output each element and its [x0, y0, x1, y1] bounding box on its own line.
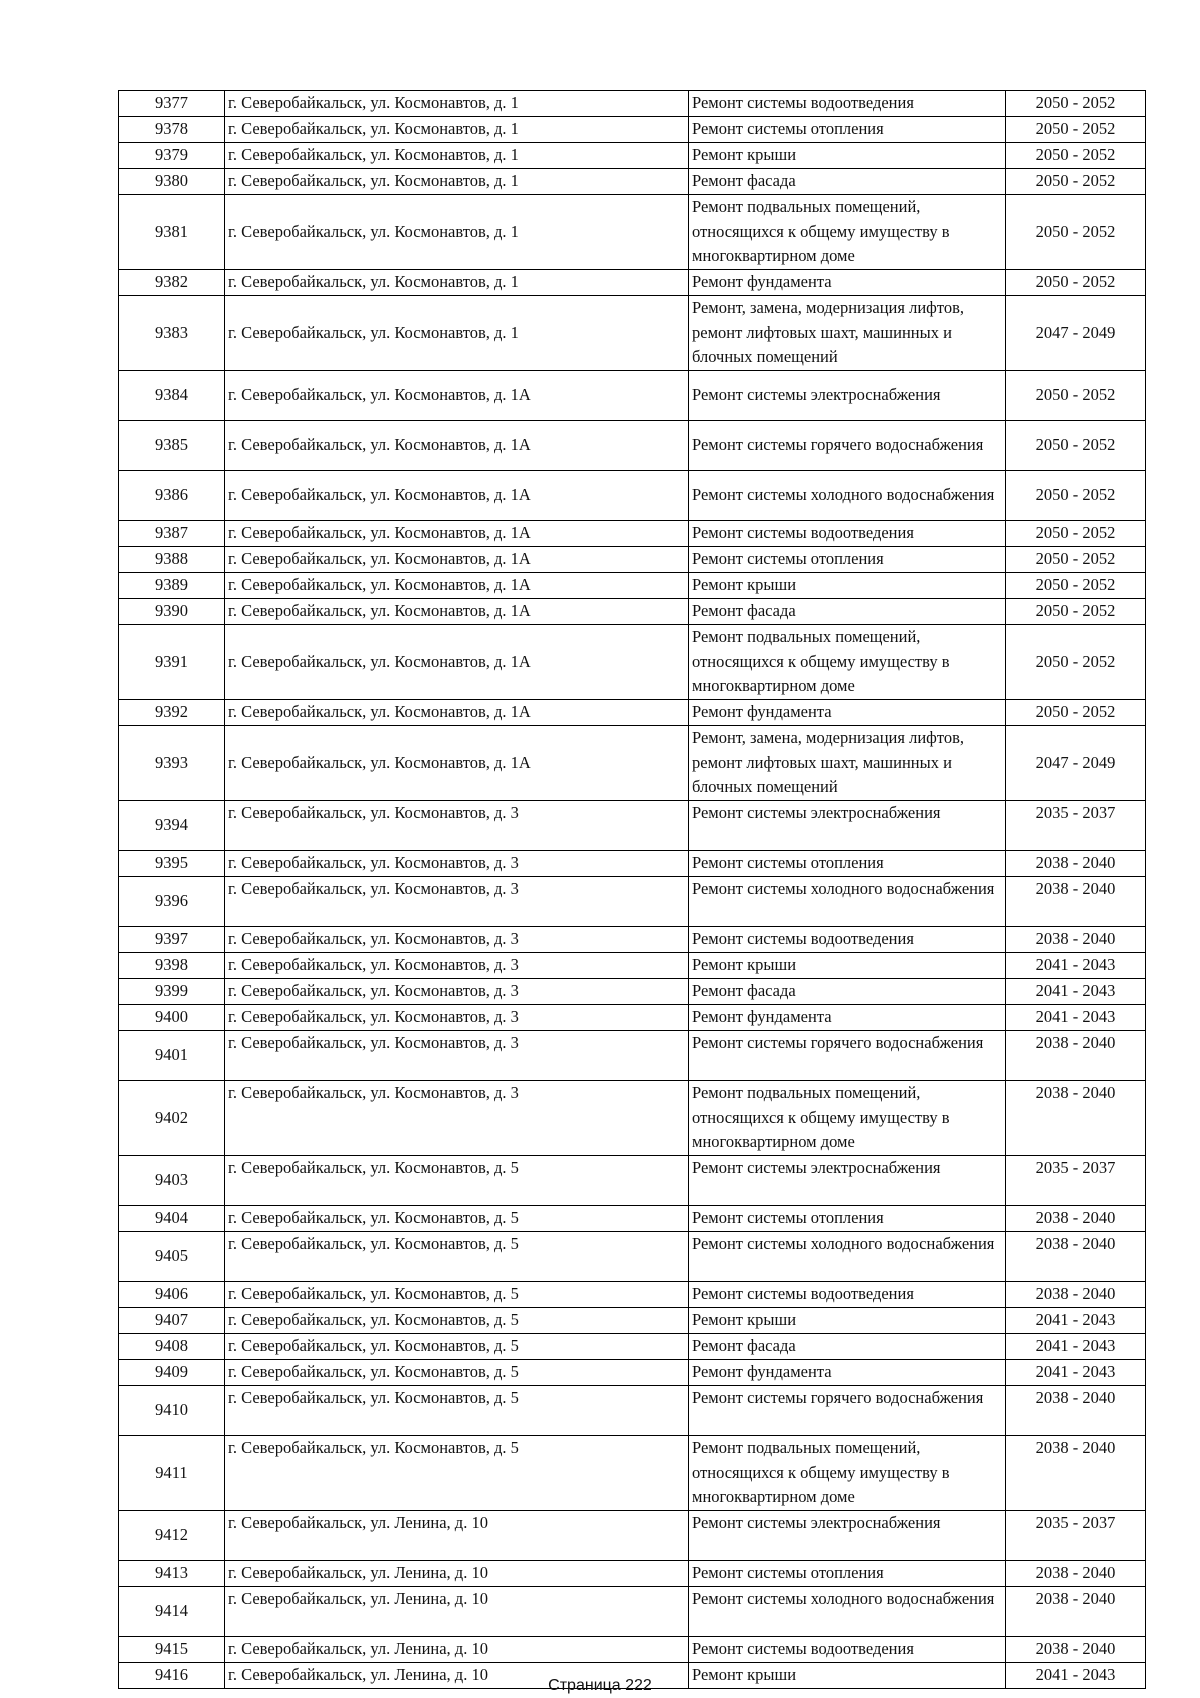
row-number: 9416: [119, 1663, 225, 1689]
period-cell: 2038 - 2040: [1006, 1637, 1146, 1663]
period-cell: 2038 - 2040: [1006, 1436, 1146, 1511]
period-cell: 2050 - 2052: [1006, 521, 1146, 547]
work-type-cell: Ремонт системы горячего водоснабжения: [689, 421, 1006, 471]
period-cell: 2050 - 2052: [1006, 371, 1146, 421]
work-type-cell: Ремонт системы электроснабжения: [689, 371, 1006, 421]
period-cell: 2041 - 2043: [1006, 1308, 1146, 1334]
row-number: 9389: [119, 573, 225, 599]
row-number: 9385: [119, 421, 225, 471]
period-cell: 2041 - 2043: [1006, 979, 1146, 1005]
address-cell: г. Северобайкальск, ул. Космонавтов, д. 1: [225, 195, 689, 270]
address-cell: г. Северобайкальск, ул. Космонавтов, д. 1: [225, 143, 689, 169]
address-cell: г. Северобайкальск, ул. Ленина, д. 10: [225, 1637, 689, 1663]
work-type-cell: Ремонт системы горячего водоснабжения: [689, 1386, 1006, 1436]
period-cell: 2038 - 2040: [1006, 1587, 1146, 1637]
work-type-cell: Ремонт, замена, модернизация лифтов, ремонт лифтовых шахт, машинных и блочных помещений: [689, 726, 1006, 801]
table-row: [119, 1282, 1146, 1308]
address-cell: г. Северобайкальск, ул. Космонавтов, д. 1: [225, 117, 689, 143]
address-cell: г. Северобайкальск, ул. Космонавтов, д. 5: [225, 1360, 689, 1386]
work-type-cell: Ремонт крыши: [689, 573, 1006, 599]
table-row: [119, 1637, 1146, 1663]
period-cell: 2050 - 2052: [1006, 573, 1146, 599]
row-number: 9381: [119, 195, 225, 270]
work-type-cell: Ремонт системы водоотведения: [689, 521, 1006, 547]
row-number: 9391: [119, 625, 225, 700]
table-row: [119, 979, 1146, 1005]
work-type-cell: Ремонт системы холодного водоснабжения: [689, 1587, 1006, 1637]
address-cell: г. Северобайкальск, ул. Космонавтов, д. 1: [225, 169, 689, 195]
table-row: [119, 927, 1146, 953]
table-row: [119, 1232, 1146, 1282]
table-row: [119, 1334, 1146, 1360]
table-row: [119, 371, 1146, 421]
work-type-cell: Ремонт системы холодного водоснабжения: [689, 1232, 1006, 1282]
period-cell: 2038 - 2040: [1006, 927, 1146, 953]
row-number: 9406: [119, 1282, 225, 1308]
table-row: [119, 851, 1146, 877]
table-row: [119, 1031, 1146, 1081]
address-cell: г. Северобайкальск, ул. Космонавтов, д. 1: [225, 296, 689, 371]
row-number: 9401: [119, 1031, 225, 1081]
period-cell: 2038 - 2040: [1006, 1282, 1146, 1308]
table-row: [119, 296, 1146, 371]
table-row: [119, 91, 1146, 117]
table-body: [119, 91, 1146, 1689]
row-number: 9415: [119, 1637, 225, 1663]
period-cell: 2050 - 2052: [1006, 625, 1146, 700]
period-cell: 2038 - 2040: [1006, 1031, 1146, 1081]
address-cell: г. Северобайкальск, ул. Ленина, д. 10: [225, 1663, 689, 1689]
address-cell: г. Северобайкальск, ул. Космонавтов, д. 3: [225, 1081, 689, 1156]
work-type-cell: Ремонт фасада: [689, 599, 1006, 625]
row-number: 9413: [119, 1561, 225, 1587]
period-cell: 2050 - 2052: [1006, 471, 1146, 521]
work-type-cell: Ремонт системы горячего водоснабжения: [689, 1031, 1006, 1081]
table-row: [119, 877, 1146, 927]
work-type-cell: Ремонт системы отопления: [689, 547, 1006, 573]
table-row: [119, 599, 1146, 625]
table-row: [119, 573, 1146, 599]
work-type-cell: Ремонт системы отопления: [689, 1206, 1006, 1232]
address-cell: г. Северобайкальск, ул. Космонавтов, д. 5: [225, 1308, 689, 1334]
period-cell: 2050 - 2052: [1006, 117, 1146, 143]
row-number: 9398: [119, 953, 225, 979]
work-type-cell: Ремонт системы холодного водоснабжения: [689, 471, 1006, 521]
work-type-cell: Ремонт системы электроснабжения: [689, 1511, 1006, 1561]
work-type-cell: Ремонт подвальных помещений, относящихся к общему имуществу в многоквартирном доме: [689, 195, 1006, 270]
table-row: [119, 1156, 1146, 1206]
row-number: 9414: [119, 1587, 225, 1637]
address-cell: г. Северобайкальск, ул. Космонавтов, д. 5: [225, 1386, 689, 1436]
table-row: [119, 801, 1146, 851]
period-cell: 2050 - 2052: [1006, 143, 1146, 169]
work-type-cell: Ремонт фундамента: [689, 1005, 1006, 1031]
period-cell: 2035 - 2037: [1006, 1156, 1146, 1206]
period-cell: 2047 - 2049: [1006, 296, 1146, 371]
row-number: 9409: [119, 1360, 225, 1386]
row-number: 9404: [119, 1206, 225, 1232]
address-cell: г. Северобайкальск, ул. Ленина, д. 10: [225, 1561, 689, 1587]
page-number: Страница 222: [548, 1677, 652, 1694]
period-cell: 2050 - 2052: [1006, 270, 1146, 296]
period-cell: 2038 - 2040: [1006, 1232, 1146, 1282]
address-cell: г. Северобайкальск, ул. Космонавтов, д. 1А: [225, 573, 689, 599]
address-cell: г. Северобайкальск, ул. Ленина, д. 10: [225, 1587, 689, 1637]
address-cell: г. Северобайкальск, ул. Космонавтов, д. 3: [225, 877, 689, 927]
table-row: [119, 625, 1146, 700]
table-row: [119, 1360, 1146, 1386]
work-type-cell: Ремонт крыши: [689, 953, 1006, 979]
period-cell: 2041 - 2043: [1006, 1005, 1146, 1031]
table-row: [119, 547, 1146, 573]
row-number: 9407: [119, 1308, 225, 1334]
address-cell: г. Северобайкальск, ул. Космонавтов, д. 1А: [225, 599, 689, 625]
address-cell: г. Северобайкальск, ул. Космонавтов, д. 5: [225, 1156, 689, 1206]
work-type-cell: Ремонт системы водоотведения: [689, 1282, 1006, 1308]
table-row: [119, 726, 1146, 801]
table-row: [119, 1561, 1146, 1587]
work-type-cell: Ремонт фасада: [689, 979, 1006, 1005]
work-type-cell: Ремонт фундамента: [689, 700, 1006, 726]
period-cell: 2041 - 2043: [1006, 1360, 1146, 1386]
period-cell: 2038 - 2040: [1006, 1386, 1146, 1436]
work-type-cell: Ремонт системы отопления: [689, 1561, 1006, 1587]
address-cell: г. Северобайкальск, ул. Космонавтов, д. 3: [225, 1005, 689, 1031]
work-type-cell: Ремонт крыши: [689, 1308, 1006, 1334]
table-row: [119, 1206, 1146, 1232]
table-row: [119, 421, 1146, 471]
period-cell: 2038 - 2040: [1006, 851, 1146, 877]
table-row: [119, 1005, 1146, 1031]
table-row: [119, 169, 1146, 195]
work-type-cell: Ремонт фундамента: [689, 1360, 1006, 1386]
row-number: 9377: [119, 91, 225, 117]
row-number: 9400: [119, 1005, 225, 1031]
address-cell: г. Северобайкальск, ул. Космонавтов, д. 1А: [225, 726, 689, 801]
row-number: 9411: [119, 1436, 225, 1511]
row-number: 9403: [119, 1156, 225, 1206]
work-type-cell: Ремонт подвальных помещений, относящихся к общему имуществу в многоквартирном доме: [689, 1436, 1006, 1511]
address-cell: г. Северобайкальск, ул. Космонавтов, д. 1: [225, 91, 689, 117]
address-cell: г. Северобайкальск, ул. Космонавтов, д. 3: [225, 979, 689, 1005]
address-cell: г. Северобайкальск, ул. Космонавтов, д. 1А: [225, 421, 689, 471]
row-number: 9378: [119, 117, 225, 143]
address-cell: г. Северобайкальск, ул. Космонавтов, д. 1А: [225, 700, 689, 726]
work-type-cell: Ремонт подвальных помещений, относящихся к общему имуществу в многоквартирном доме: [689, 625, 1006, 700]
address-cell: г. Северобайкальск, ул. Космонавтов, д. 5: [225, 1334, 689, 1360]
work-type-cell: Ремонт системы водоотведения: [689, 927, 1006, 953]
address-cell: г. Северобайкальск, ул. Космонавтов, д. 3: [225, 801, 689, 851]
row-number: 9399: [119, 979, 225, 1005]
table-row: [119, 270, 1146, 296]
table-row: [119, 700, 1146, 726]
row-number: 9388: [119, 547, 225, 573]
work-type-cell: Ремонт фасада: [689, 1334, 1006, 1360]
address-cell: г. Северобайкальск, ул. Космонавтов, д. 5: [225, 1206, 689, 1232]
table-row: [119, 953, 1146, 979]
row-number: 9379: [119, 143, 225, 169]
address-cell: г. Северобайкальск, ул. Космонавтов, д. 1А: [225, 625, 689, 700]
row-number: 9396: [119, 877, 225, 927]
work-type-cell: Ремонт системы холодного водоснабжения: [689, 877, 1006, 927]
work-type-cell: Ремонт крыши: [689, 143, 1006, 169]
row-number: 9382: [119, 270, 225, 296]
work-type-cell: Ремонт фундамента: [689, 270, 1006, 296]
period-cell: 2035 - 2037: [1006, 1511, 1146, 1561]
address-cell: г. Северобайкальск, ул. Космонавтов, д. 1А: [225, 547, 689, 573]
table-row: [119, 1587, 1146, 1637]
row-number: 9392: [119, 700, 225, 726]
table-row: [119, 521, 1146, 547]
work-type-cell: Ремонт системы отопления: [689, 117, 1006, 143]
table-row: [119, 1386, 1146, 1436]
work-type-cell: Ремонт системы электроснабжения: [689, 1156, 1006, 1206]
row-number: 9383: [119, 296, 225, 371]
work-type-cell: Ремонт фасада: [689, 169, 1006, 195]
table-row: [119, 471, 1146, 521]
row-number: 9386: [119, 471, 225, 521]
period-cell: 2050 - 2052: [1006, 547, 1146, 573]
period-cell: 2035 - 2037: [1006, 801, 1146, 851]
address-cell: г. Северобайкальск, ул. Космонавтов, д. 1А: [225, 371, 689, 421]
work-type-cell: Ремонт системы отопления: [689, 851, 1006, 877]
row-number: 9394: [119, 801, 225, 851]
address-cell: г. Северобайкальск, ул. Космонавтов, д. 3: [225, 1031, 689, 1081]
table-row: [119, 1436, 1146, 1511]
period-cell: 2050 - 2052: [1006, 421, 1146, 471]
row-number: 9412: [119, 1511, 225, 1561]
address-cell: г. Северобайкальск, ул. Космонавтов, д. 3: [225, 953, 689, 979]
work-type-cell: Ремонт, замена, модернизация лифтов, ремонт лифтовых шахт, машинных и блочных помещений: [689, 296, 1006, 371]
period-cell: 2050 - 2052: [1006, 599, 1146, 625]
row-number: 9408: [119, 1334, 225, 1360]
period-cell: 2041 - 2043: [1006, 1663, 1146, 1689]
row-number: 9384: [119, 371, 225, 421]
address-cell: г. Северобайкальск, ул. Космонавтов, д. 1: [225, 270, 689, 296]
row-number: 9393: [119, 726, 225, 801]
work-type-cell: Ремонт крыши: [689, 1663, 1006, 1689]
work-type-cell: Ремонт системы водоотведения: [689, 91, 1006, 117]
table-row: [119, 117, 1146, 143]
address-cell: г. Северобайкальск, ул. Космонавтов, д. 1А: [225, 521, 689, 547]
period-cell: 2050 - 2052: [1006, 195, 1146, 270]
address-cell: г. Северобайкальск, ул. Космонавтов, д. 5: [225, 1232, 689, 1282]
row-number: 9387: [119, 521, 225, 547]
capital-repair-table: [118, 90, 1146, 1689]
period-cell: 2041 - 2043: [1006, 953, 1146, 979]
row-number: 9397: [119, 927, 225, 953]
work-type-cell: Ремонт системы водоотведения: [689, 1637, 1006, 1663]
table-row: [119, 143, 1146, 169]
period-cell: 2038 - 2040: [1006, 877, 1146, 927]
row-number: 9405: [119, 1232, 225, 1282]
address-cell: г. Северобайкальск, ул. Космонавтов, д. 3: [225, 927, 689, 953]
work-type-cell: Ремонт подвальных помещений, относящихся к общему имуществу в многоквартирном доме: [689, 1081, 1006, 1156]
row-number: 9390: [119, 599, 225, 625]
table-row: [119, 1308, 1146, 1334]
period-cell: 2038 - 2040: [1006, 1081, 1146, 1156]
period-cell: 2041 - 2043: [1006, 1334, 1146, 1360]
period-cell: 2050 - 2052: [1006, 169, 1146, 195]
address-cell: г. Северобайкальск, ул. Космонавтов, д. 1А: [225, 471, 689, 521]
table-row: [119, 195, 1146, 270]
period-cell: 2050 - 2052: [1006, 700, 1146, 726]
row-number: 9402: [119, 1081, 225, 1156]
address-cell: г. Северобайкальск, ул. Космонавтов, д. 3: [225, 851, 689, 877]
address-cell: г. Северобайкальск, ул. Ленина, д. 10: [225, 1511, 689, 1561]
row-number: 9395: [119, 851, 225, 877]
address-cell: г. Северобайкальск, ул. Космонавтов, д. 5: [225, 1436, 689, 1511]
address-cell: г. Северобайкальск, ул. Космонавтов, д. 5: [225, 1282, 689, 1308]
period-cell: 2047 - 2049: [1006, 726, 1146, 801]
period-cell: 2038 - 2040: [1006, 1561, 1146, 1587]
table-row: [119, 1511, 1146, 1561]
period-cell: 2038 - 2040: [1006, 1206, 1146, 1232]
period-cell: 2050 - 2052: [1006, 91, 1146, 117]
table-row: [119, 1081, 1146, 1156]
work-type-cell: Ремонт системы электроснабжения: [689, 801, 1006, 851]
row-number: 9380: [119, 169, 225, 195]
row-number: 9410: [119, 1386, 225, 1436]
